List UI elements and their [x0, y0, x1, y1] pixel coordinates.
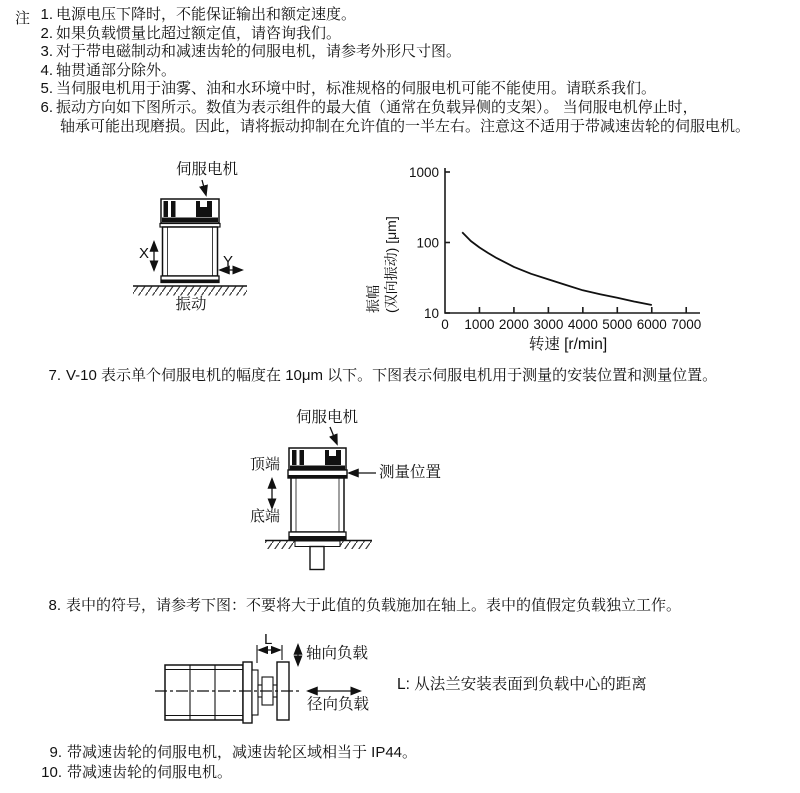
note-row-4: [15, 62, 795, 81]
top-end-label: 顶端: [250, 456, 281, 473]
note-row-8: [15, 597, 795, 616]
note-row-10: [15, 763, 795, 783]
note-row-9: [15, 743, 795, 763]
x-tick-label: 1000: [464, 317, 495, 332]
note-text: 振动方向如下图所示。数值为表示组件的最大值（通常在负载异侧的支架）。 当伺服电机停止时，: [56, 98, 698, 116]
ylabel-line2: (双向振动) [μm]: [383, 216, 399, 313]
note-row-5: [15, 80, 795, 99]
axial-load-label: 轴向负载: [306, 645, 369, 662]
vibration-amplitude-chart: [358, 162, 718, 362]
chart-x-axis-label: 转速 [r/min]: [528, 336, 608, 353]
servo-motor-label: 伺服电机: [176, 161, 239, 178]
x-tick-label: 4000: [567, 317, 598, 332]
note-number: 5.: [40, 80, 53, 98]
note-number: 7.: [48, 367, 61, 384]
x-tick-label: 7000: [671, 317, 702, 332]
measure-position-label: 测量位置: [379, 464, 442, 481]
motor-shaft: [310, 547, 324, 570]
note-text: 如果负载惯量比超过额定值，请咨询我们。: [56, 24, 342, 42]
y-axis-label: Y: [223, 253, 234, 270]
note-row-6: [15, 99, 795, 118]
x-tick-label: 0: [441, 317, 449, 332]
motor-body: [289, 478, 346, 540]
note-text: 轴承可能出现磨损。因此，请将振动抑制在允许值的一半左右。注意这不适用于带减速齿轮的伺服电机。: [60, 117, 751, 135]
note-row-6-continued: [15, 118, 795, 137]
note-8-block: [15, 597, 795, 616]
note-row-7: [15, 367, 795, 386]
note-row-1: [15, 6, 795, 25]
measurement-flange-band: [288, 470, 347, 478]
servo-motor-label: 伺服电机: [296, 409, 359, 426]
x-tick-label: 2000: [498, 317, 529, 332]
note-text: 当伺服电机用于油雾、油和水环境中时，标准规格的伺服电机可能不能使用。请联系我们。: [56, 80, 657, 98]
chart-y-axis-label: [364, 183, 400, 313]
y-tick-label: 100: [416, 235, 439, 251]
note-number: 4.: [40, 61, 53, 79]
l-definition-text: L: 从法兰安装表面到负载中心的距离: [397, 676, 647, 693]
measuring-position-figure: [230, 403, 500, 583]
motor-body: [165, 662, 258, 723]
l-dimension-label: L: [264, 631, 273, 648]
note-text: 对于带电磁制动和减速齿轮的伺服电机，请参考外形尺寸图。: [56, 43, 462, 61]
note-number: 9.: [49, 744, 62, 761]
note-number: 2.: [40, 24, 53, 42]
vibration-amplitude-curve: [462, 232, 652, 305]
ylabel-line1: 振幅: [365, 285, 381, 313]
servo-callout-arrow: [202, 180, 206, 195]
y-tick-label: 10: [423, 306, 439, 321]
note-text: 电源电压下降时，不能保证输出和额定速度。: [56, 6, 357, 23]
note-text: 表中的符号，请参考下图：不要将大于此值的负载施加在轴上。表中的值假定负载独立工作。: [66, 597, 682, 614]
notes-block-top: [15, 6, 795, 136]
note-number: 8.: [48, 597, 61, 614]
note-marker: 注: [15, 10, 31, 27]
note-7-block: [15, 367, 795, 386]
motor-connector-section: [289, 448, 346, 470]
note-text: V-10 表示单个伺服电机的幅度在 10μm 以下。下图表示伺服电机用于测量的安装位置和测量位置。: [66, 367, 718, 384]
note-text: 带减速齿轮的伺服电机，减速齿轮区域相当于 IP44。: [67, 744, 418, 761]
y-tick-label: 1000: [408, 165, 439, 180]
note-number: 1.: [40, 6, 53, 23]
note-number: 6.: [40, 98, 53, 116]
vibration-motor-drawing: [120, 162, 350, 344]
x-tick-label: 5000: [602, 317, 633, 332]
chart-axes: [445, 168, 700, 313]
bottom-end-label: 底端: [250, 508, 281, 525]
note-number: 10.: [41, 764, 62, 781]
note-row-3: [15, 43, 795, 62]
vibration-caption: 振动: [175, 296, 207, 313]
measuring-motor-drawing: [230, 403, 500, 583]
servo-callout-arrow: [330, 427, 337, 444]
note-text: 轴贯通部分除外。: [56, 61, 177, 79]
vibration-direction-figure: [120, 162, 350, 344]
ground-hatch: [133, 286, 247, 296]
note-row-2: [15, 25, 795, 44]
motor-connector-section: [161, 199, 219, 223]
note-number: 3.: [40, 43, 53, 61]
x-tick-label: 3000: [533, 317, 564, 332]
shaft-load-figure: [140, 623, 700, 743]
x-tick-label: 6000: [636, 317, 667, 332]
note-text: 带减速齿轮的伺服电机。: [67, 764, 233, 781]
radial-load-label: 径向负载: [307, 696, 370, 713]
notes-block-bottom: [15, 743, 795, 783]
x-axis-label: X: [139, 245, 150, 262]
motor-body: [160, 224, 220, 284]
